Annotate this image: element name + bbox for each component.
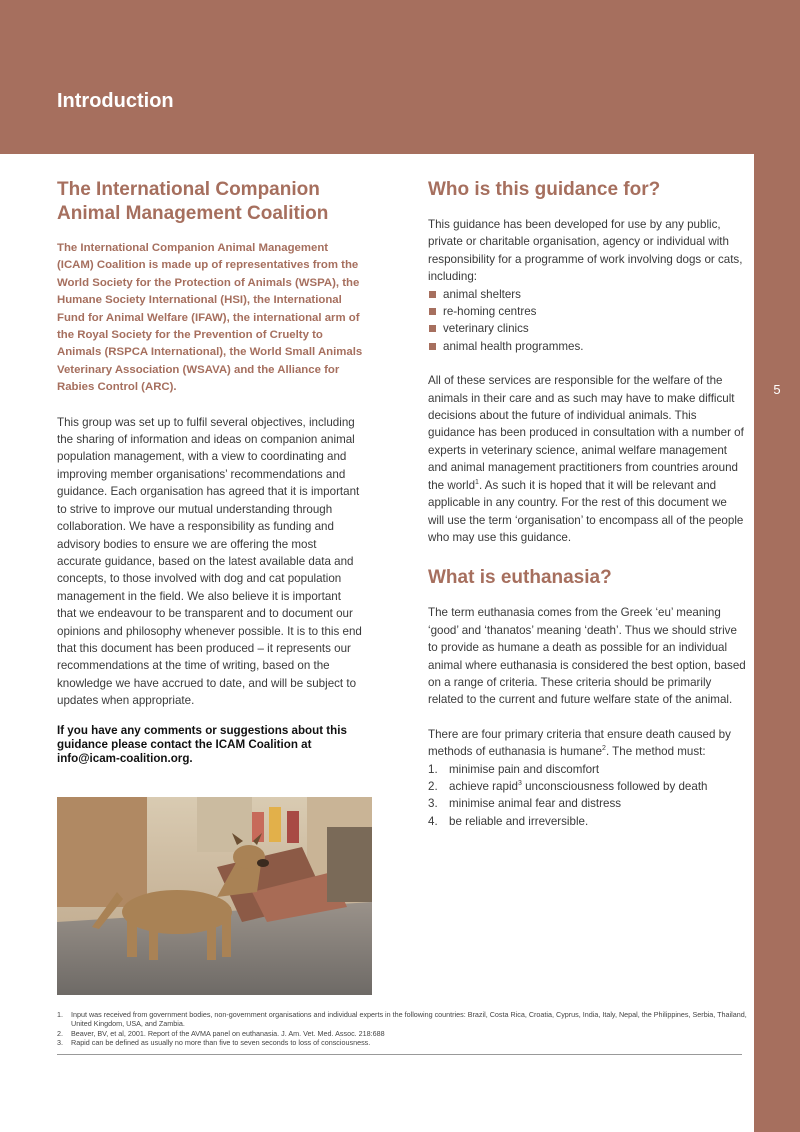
dog-photo bbox=[57, 797, 372, 995]
guidance-heading: Who is this guidance for? bbox=[428, 179, 661, 200]
page-number: 5 bbox=[773, 382, 781, 397]
list-item: 3. minimise animal fear and distress bbox=[428, 797, 622, 811]
right-column bbox=[428, 178, 746, 830]
footnote: 1. Input was received from government bodies, non-government organisations and individual experts in the following countries: Brazil, Costa Rica, Croatia, Cyprus, India, Italy, Nepal, the Philippines, Serbia, Thailand, United Kingdom, USA, and Zambia. bbox=[57, 1010, 747, 1029]
coalition-heading: The International Companion Animal Management Coalition bbox=[57, 179, 329, 224]
footnote-ref: 3 bbox=[517, 780, 522, 788]
list-item: veterinary clinics bbox=[428, 320, 746, 337]
header-band bbox=[0, 0, 800, 154]
square-bullet-icon bbox=[429, 343, 436, 350]
square-bullet-icon bbox=[429, 308, 436, 315]
list-item: animal shelters bbox=[428, 286, 746, 303]
coalition-intro: The International Companion Animal Management (ICAM) Coalition is made up of representatives from the World Society for the Protection of Animals (WSPA), the Humane Society International (HSI), the International Fund for Animal Welfare (IFAW), the international arm of the Royal Society for the Prevention of Cruelty to Animals (RSPCA International), the World Small Animals Veterinary Association (WSAVA) and the Alliance for Rabies Control (ARC). bbox=[57, 242, 363, 394]
criteria-intro: There are four primary criteria that ensure death caused by methods of euthanasia is humane$^2$. The method must: bbox=[428, 727, 731, 759]
criteria-list bbox=[428, 761, 746, 831]
footnote-ref: 2 bbox=[602, 745, 606, 753]
services-list bbox=[428, 286, 746, 356]
euthanasia-definition: The term euthanasia comes from the Greek ‘eu’ meaning ‘good’ and ‘thanatos’ meaning ‘death’. Thus we should strive to provide as humane a death as possible for an individual animal where euthanasia is considered the best option, based on a range of criteria. These criteria should be primarily related to the current and future welfare state of the animal. bbox=[428, 606, 746, 707]
footnote: 3. Rapid can be defined as usually no more than five to seven seconds to loss of consciousness. bbox=[57, 1038, 371, 1048]
coalition-body: This group was set up to fulfil several objectives, including the sharing of information and ideas on companion animal population management, with a view to coordinating and improving member organisations’ recommendations and guidance. Each organisation has agreed that it is important to strive to improve our mutual understanding through collaboration. We have a responsibility as funding and advisory bodies to ensure we are offering the most accurate guidance, based on the latest available data and concepts, to those involved with dog and cat population management in the field. We also believe it is important that we endeavour to be transparent and to document our opinions and philosophy whenever possible. It is to this end that this document has been produced – it represents our recommendations at the time of writing, based on the knowledge we have accrued to date, and will be subject to updates when appropriate. bbox=[57, 415, 362, 708]
square-bullet-icon bbox=[429, 291, 436, 298]
footnote-ref: 1 bbox=[475, 478, 479, 486]
list-item: 4. be reliable and irreversible. bbox=[428, 814, 589, 828]
list-item: 2. achieve rapid$^3$ unconsciousness followed by death bbox=[428, 779, 708, 793]
page-title: Introduction bbox=[57, 90, 174, 112]
left-column bbox=[57, 178, 363, 766]
footnotes bbox=[57, 1010, 747, 1048]
list-item: re-homing centres bbox=[428, 303, 746, 320]
contact-note: If you have any comments or suggestions about this guidance please contact the ICAM Coalition at info@icam-coalition.org. bbox=[57, 723, 347, 765]
guidance-intro: This guidance has been developed for use by any public, private or charitable organisation, agency or individual with responsibility for a programme of work involving dogs or cats, including: bbox=[428, 218, 743, 284]
square-bullet-icon bbox=[429, 325, 436, 332]
footnote: 2. Beaver, BV, et al, 2001. Report of the AVMA panel on euthanasia. J. Am. Vet. Med. Assoc. 218:688 bbox=[57, 1028, 385, 1038]
services-paragraph: All of these services are responsible for the welfare of the animals in their care and as such may have to make difficult decisions about the future of individual animals. This guidance has been produced in consultation with a number of experts in veterinary science, animal welfare management and animal management practitioners from countries around the world$^1$. As such it is hoped that it will be relevant and applicable in any country. For the rest of this document we will use the term ‘organisation’ to encompass all of the people who may use this guidance. bbox=[428, 374, 744, 544]
side-bar bbox=[754, 154, 800, 1132]
footer-divider bbox=[57, 1054, 742, 1055]
list-item: animal health programmes. bbox=[428, 338, 746, 355]
euthanasia-heading: What is euthanasia? bbox=[428, 567, 612, 589]
list-item: 1. minimise pain and discomfort bbox=[428, 762, 600, 776]
